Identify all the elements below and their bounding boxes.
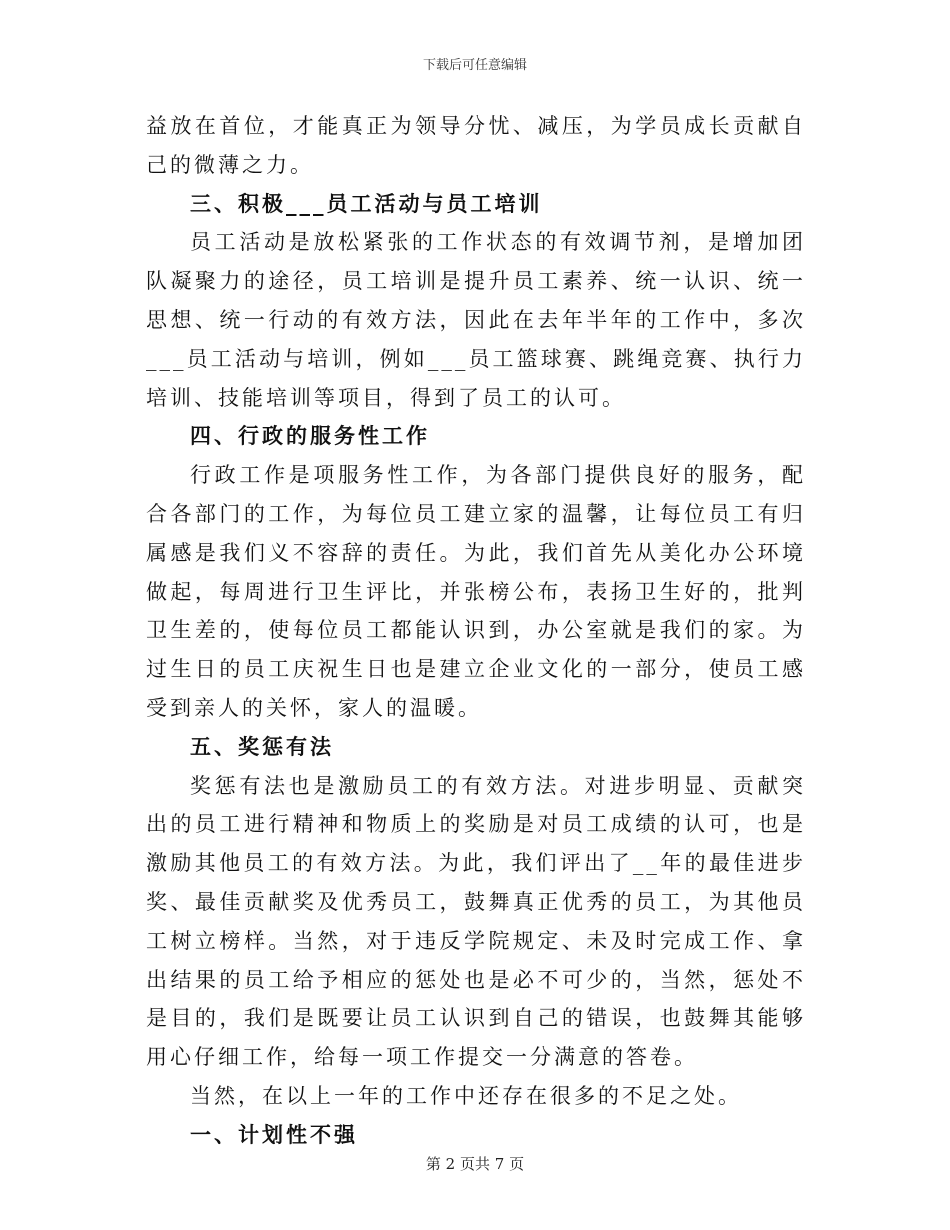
- paragraph-admin-service: 行政工作是项服务性工作，为各部门提供良好的服务，配合各部门的工作，为每位员工建立家的温馨，让每位员工有归属感是我们义不容辞的责任。为此，我们首先从美化办公环境做起，每周进行卫生评比，并张榜公布，表扬卫生好的，批判卫生差的，使每位员工都能认识到，办公室就是我们的家。为过生日的员工庆祝生日也是建立企业文化的一部分，使员工感受到亲人的关怀，家人的温暖。: [146, 463, 806, 720]
- section-heading-4: 四、行政的服务性工作: [190, 423, 430, 449]
- paragraph-continuation: 益放在首位，才能真正为领导分忧、减压，为学员成长贡献自己的微薄之力。: [146, 114, 806, 177]
- paragraph-shortcomings-intro: 当然，在以上一年的工作中还存在很多的不足之处。: [190, 1083, 742, 1108]
- paragraph-rewards-penalties: 奖惩有法也是激励员工的有效方法。对进步明显、贡献突出的员工进行精神和物质上的奖励是对员工成绩的认可，也是激励其他员工的有效方法。为此，我们评出了__年的最佳进步奖、最佳贡献奖及优秀员工，鼓舞真正优秀的员工，为其他员工树立榜样。当然，对于违反学院规定、未及时完成工作、拿出结果的员工给予相应的惩处也是必不可少的，当然，惩处不是目的，我们是既要让员工认识到自己的错误，也鼓舞其能够用心仔细工作，给每一项工作提交一分满意的答卷。: [146, 773, 806, 1070]
- document-body: [146, 107, 806, 1155]
- section-heading-5: 五、奖惩有法: [190, 733, 334, 759]
- paragraph-employee-activities: 员工活动是放松紧张的工作状态的有效调节剂，是增加团队凝聚力的途径，员工培训是提升员工素养、统一认识、统一思想、统一行动的有效方法，因此在去年半年的工作中，多次___员工活动与培训，例如___员工篮球赛、跳绳竞赛、执行力培训、技能培训等项目，得到了员工的认可。: [146, 230, 806, 410]
- page-header: 下载后可任意编辑: [422, 58, 527, 73]
- section-heading-3: 三、积极___员工活动与员工培训: [190, 190, 543, 216]
- section-heading-shortcoming-1: 一、计划性不强: [190, 1121, 358, 1147]
- page-footer: 第 2 页共 7 页: [425, 1155, 525, 1173]
